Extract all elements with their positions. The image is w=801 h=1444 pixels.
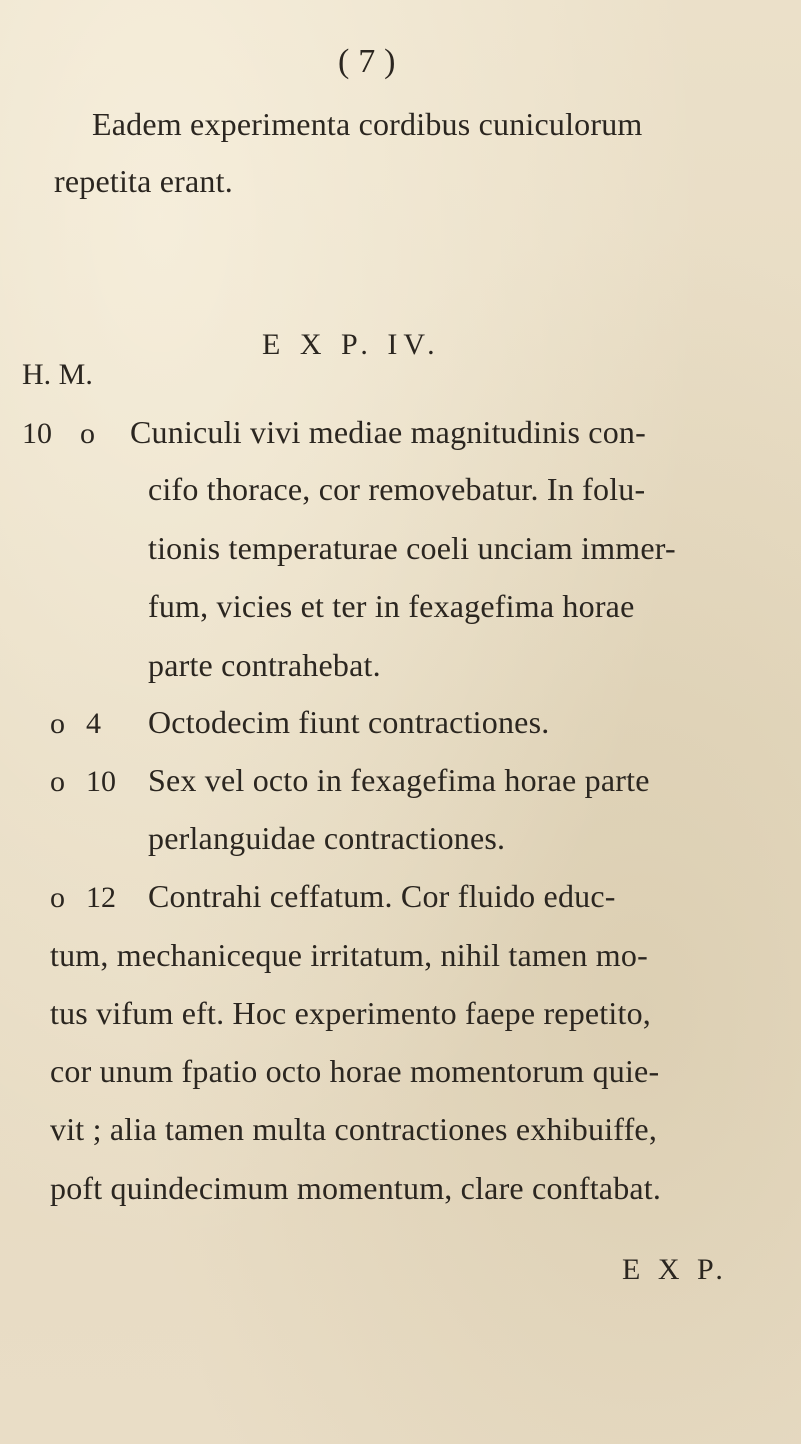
margin-header: H. M. [22, 358, 93, 391]
entry-2-minutes: 4 [86, 707, 101, 740]
intro-line-2: repetita erant. [54, 163, 233, 199]
entry-2-line-1: Octodecim fiunt contractiones. [148, 704, 550, 740]
catchword: E X P. [622, 1253, 728, 1286]
entry-4-line-3: tus vifum eft. Hoc experimento faepe repetito, [50, 995, 651, 1031]
entry-4-line-1: Contrahi ceffatum. Cor fluido educ- [148, 878, 616, 914]
entry-4-hours: o [50, 881, 65, 914]
section-heading: E X P. IV. [262, 328, 441, 361]
entry-4-line-5: vit ; alia tamen multa contractiones exhibuiffe, [50, 1111, 658, 1147]
entry-3-line-1: Sex vel octo in fexagefima horae parte [148, 762, 650, 798]
entry-3-hours: o [50, 765, 65, 798]
entry-3-minutes: 10 [86, 765, 116, 798]
entry-1-line-2: cifo thorace, cor removebatur. In folu- [148, 471, 646, 507]
entry-1-line-1: Cuniculi vivi mediae magnitudinis con- [130, 414, 646, 450]
entry-4-line-2: tum, mechaniceque irritatum, nihil tamen mo- [50, 937, 648, 973]
entry-4-minutes: 12 [86, 881, 116, 914]
entry-1-line-4: fum, vicies et ter in fexagefima horae [148, 588, 635, 624]
entry-4-line-6: poft quindecimum momentum, clare conftabat. [50, 1170, 662, 1206]
entry-1-line-5: parte contrahebat. [148, 647, 381, 683]
entry-4-line-4: cor unum fpatio octo horae momentorum quie- [50, 1053, 660, 1089]
entry-1-minutes: o [80, 417, 95, 450]
page-number: ( 7 ) [338, 43, 396, 80]
entry-2-hours: o [50, 707, 65, 740]
intro-line-1: Eadem experimenta cordibus cuniculorum [92, 106, 643, 142]
entry-1-hours: 10 [22, 417, 52, 450]
entry-3-line-2: perlanguidae contractiones. [148, 820, 506, 856]
entry-1-line-3: tionis temperaturae coeli unciam immer- [148, 530, 676, 566]
